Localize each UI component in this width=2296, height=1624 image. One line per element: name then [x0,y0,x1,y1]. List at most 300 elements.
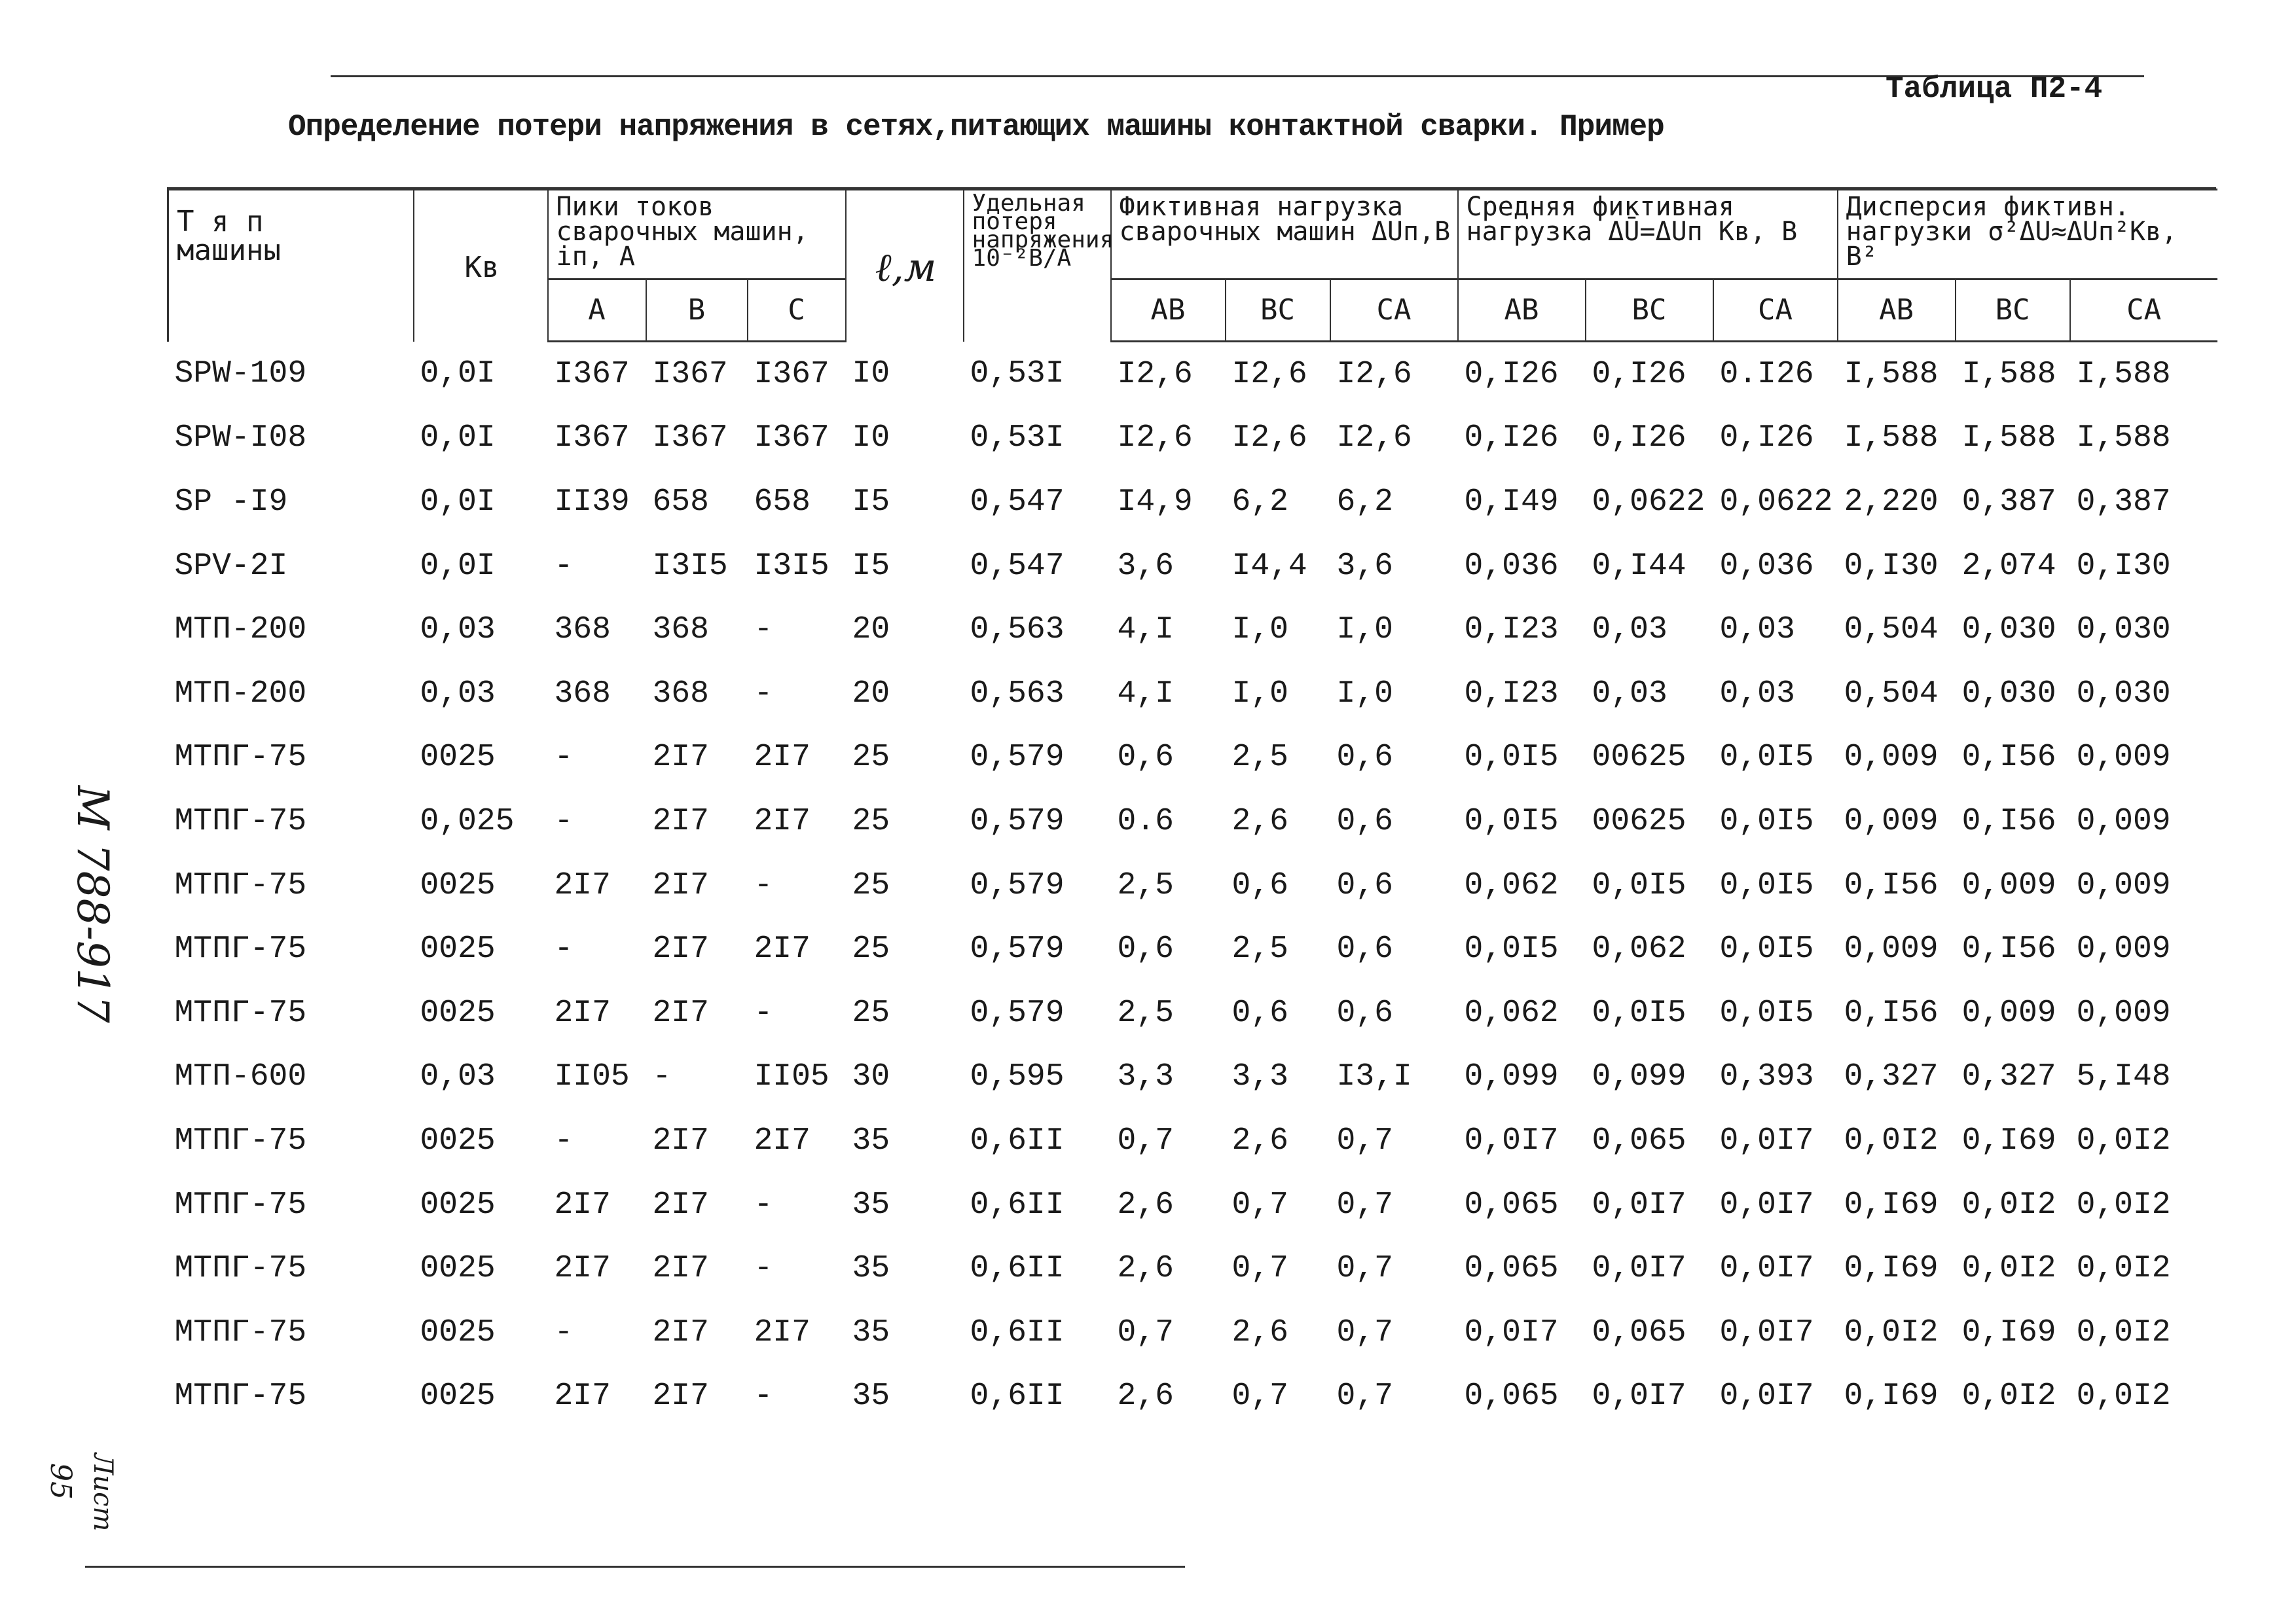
cell-b: 2I7 [652,740,709,776]
cell-b: I367 [652,420,728,456]
cell-u-bc: 2,5 [1231,740,1288,776]
cell-kv: 0025 [420,1379,496,1415]
cell-m-ab: 0,0I5 [1464,803,1559,839]
table-row [168,1365,2217,1429]
cell-u-ab: 0,6 [1117,740,1174,776]
cell-a: 2I7 [554,1251,611,1287]
col-fictive-ca: СА [1330,280,1458,342]
cell-m-bc: 0,03 [1592,676,1667,712]
cell-u-bc: 0,7 [1231,1251,1288,1287]
cell-loss: 0,53I [970,356,1065,392]
table-label: Таблица П2-4 [1886,72,2103,106]
table-row [168,917,2217,981]
col-fictive-load-header: Фиктивная нагрузка сварочных машин ΔUп,В [1111,190,1458,280]
cell-m-ab: 0,0I5 [1464,931,1559,967]
cell-type: SPW-I08 [174,420,307,456]
table-row [168,1301,2217,1365]
cell-l: 35 [852,1187,890,1223]
cell-d-ab: I,588 [1844,420,1939,456]
cell-l: 20 [852,612,890,648]
cell-d-bc: 0,009 [1961,867,2056,903]
cell-b: 2I7 [652,1379,709,1415]
cell-b: 2I7 [652,931,709,967]
table-row [168,598,2217,662]
cell-c: I367 [754,420,829,456]
col-phase-a: А [548,280,646,342]
sheet-number: 95 [44,1463,77,1500]
cell-m-ca: 0,0I7 [1719,1187,1814,1223]
cell-kv: 0025 [420,740,496,776]
cell-u-ca: I,0 [1336,676,1393,712]
cell-l: I0 [852,356,890,392]
cell-u-ca: 0,7 [1336,1123,1393,1159]
cell-loss: 0,563 [970,612,1065,648]
cell-u-bc: I,0 [1231,676,1288,712]
cell-type: МТП-600 [174,1059,307,1095]
cell-d-bc: 0,009 [1961,995,2056,1031]
cell-a: II05 [554,1059,630,1095]
cell-a: - [554,1314,574,1350]
cell-m-bc: 0,065 [1592,1123,1686,1159]
table-row [168,1173,2217,1237]
cell-m-bc: 0,0I7 [1592,1251,1686,1287]
cell-d-ca: 0,030 [2076,612,2171,648]
cell-kv: 0025 [420,867,496,903]
cell-u-ca: 0,7 [1336,1251,1393,1287]
cell-a: II39 [554,484,630,520]
cell-loss: 0,579 [970,867,1065,903]
col-type-header: Т я п машины [168,190,414,342]
cell-c: 2I7 [754,740,811,776]
cell-d-ab: I,588 [1844,356,1939,392]
cell-l: 35 [852,1251,890,1287]
cell-m-bc: 0,0622 [1592,484,1705,520]
cell-kv: 0025 [420,1251,496,1287]
cell-a: - [554,931,574,967]
cell-l: 35 [852,1379,890,1415]
cell-b: 368 [652,612,709,648]
cell-u-ab: 4,I [1117,612,1174,648]
cell-a: - [554,1123,574,1159]
cell-type: МТПГ-75 [174,1187,307,1223]
cell-u-ab: 0,6 [1117,931,1174,967]
cell-u-ab: 2,5 [1117,995,1174,1031]
cell-d-bc: 0,I56 [1961,803,2056,839]
cell-m-bc: 0,I26 [1592,420,1686,456]
cell-b: 368 [652,676,709,712]
cell-kv: 0025 [420,1123,496,1159]
bottom-rule [85,1566,1185,1568]
cell-m-ca: 0,0I5 [1719,740,1814,776]
cell-d-ab: 2,220 [1844,484,1939,520]
cell-m-ab: 0,I23 [1464,612,1559,648]
cell-u-bc: 2,6 [1231,1314,1288,1350]
cell-loss: 0,6II [970,1251,1065,1287]
cell-d-bc: 0,030 [1961,612,2056,648]
cell-u-ab: 0.6 [1117,803,1174,839]
cell-a: I367 [554,356,630,392]
cell-type: МТПГ-75 [174,1379,307,1415]
cell-u-ca: 0,6 [1336,995,1393,1031]
table-row [168,662,2217,726]
cell-u-bc: 3,3 [1231,1059,1288,1095]
col-phase-b: В [646,280,748,342]
cell-u-ab: 2,5 [1117,867,1174,903]
cell-d-bc: I,588 [1961,356,2056,392]
col-disp-bc: ВС [1956,280,2070,342]
cell-b: I3I5 [652,548,728,584]
cell-d-ab: 0,327 [1844,1059,1939,1095]
cell-a: - [554,740,574,776]
cell-kv: 0,03 [420,676,496,712]
table-row [168,1045,2217,1110]
cell-d-bc: 0,0I2 [1961,1187,2056,1223]
cell-u-ab: 2,6 [1117,1251,1174,1287]
table-body [168,342,2217,1429]
cell-d-ca: I,588 [2076,420,2171,456]
cell-m-ab: 0,0I7 [1464,1123,1559,1159]
cell-d-ab: 0,I69 [1844,1251,1939,1287]
cell-c: - [754,867,773,903]
cell-kv: 0,0I [420,484,496,520]
cell-c: - [754,612,773,648]
cell-d-ca: 0,0I2 [2076,1314,2171,1350]
cell-m-ca: 0,0I5 [1719,803,1814,839]
table-row [168,1236,2217,1301]
cell-loss: 0,53I [970,420,1065,456]
cell-c: I3I5 [754,548,829,584]
cell-loss: 0,6II [970,1314,1065,1350]
cell-type: МТПГ-75 [174,803,307,839]
cell-m-ca: 0,0622 [1719,484,1833,520]
cell-kv: 0,03 [420,1059,496,1095]
col-mean-bc: ВС [1586,280,1713,342]
cell-c: - [754,1187,773,1223]
cell-c: II05 [754,1059,829,1095]
cell-m-ca: 0,393 [1719,1059,1814,1095]
cell-c: 658 [754,484,811,520]
cell-b: 658 [652,484,709,520]
cell-m-bc: 0,065 [1592,1314,1686,1350]
cell-type: МТП-200 [174,612,307,648]
cell-m-bc: 00625 [1592,803,1686,839]
table-row [168,981,2217,1045]
cell-u-bc: I2,6 [1231,356,1307,392]
cell-m-bc: 0,0I7 [1592,1187,1686,1223]
cell-u-bc: 0,6 [1231,867,1288,903]
col-mean-ca: СА [1713,280,1838,342]
cell-u-ca: 0,6 [1336,867,1393,903]
cell-d-bc: 0,0I2 [1961,1251,2056,1287]
cell-loss: 0,547 [970,548,1065,584]
cell-c: - [754,676,773,712]
cell-m-ab: 0,065 [1464,1379,1559,1415]
cell-d-ab: 0,504 [1844,612,1939,648]
cell-type: SPV-2I [174,548,288,584]
cell-m-ab: 0,036 [1464,548,1559,584]
cell-u-bc: I2,6 [1231,420,1307,456]
cell-l: 25 [852,931,890,967]
cell-kv: 0,0I [420,420,496,456]
page-title: Определение потери напряжения в сетях,питающих машины контактной сварки. Пример [288,110,1664,144]
col-mean-load-header: Средняя фиктивная нагрузка ΔŪ=ΔUп Кв, В [1458,190,1838,280]
cell-loss: 0,6II [970,1379,1065,1415]
cell-m-ca: 0,03 [1719,676,1795,712]
cell-loss: 0,579 [970,995,1065,1031]
cell-u-ab: I2,6 [1117,420,1193,456]
cell-u-ca: I,0 [1336,612,1393,648]
cell-type: МТПГ-75 [174,1123,307,1159]
table-row [168,470,2217,534]
cell-b: 2I7 [652,995,709,1031]
cell-kv: 0025 [420,995,496,1031]
cell-m-ab: 0,065 [1464,1187,1559,1223]
cell-b: 2I7 [652,1123,709,1159]
cell-b: - [652,1059,672,1095]
cell-l: I5 [852,548,890,584]
cell-d-ab: 0,0I2 [1844,1123,1939,1159]
cell-d-ca: 0,009 [2076,995,2171,1031]
table-row [168,534,2217,598]
cell-loss: 0,563 [970,676,1065,712]
cell-type: МТПГ-75 [174,867,307,903]
cell-loss: 0,595 [970,1059,1065,1095]
cell-kv: 0,03 [420,612,496,648]
cell-m-ca: 0,0I7 [1719,1251,1814,1287]
cell-d-ca: 0,387 [2076,484,2171,520]
cell-d-bc: 0,I56 [1961,931,2056,967]
cell-type: SPW-109 [174,356,307,392]
col-disp-ca: СА [2070,280,2217,342]
cell-kv: 0025 [420,931,496,967]
cell-m-ca: 0,0I5 [1719,995,1814,1031]
col-peaks-header: Пики токов сварочных машин, iп, А [548,190,846,280]
cell-b: I367 [652,356,728,392]
cell-m-ca: 0,0I7 [1719,1379,1814,1415]
cell-m-ab: 0,0I5 [1464,740,1559,776]
cell-m-ab: 0,0I7 [1464,1314,1559,1350]
cell-m-bc: 0,0I5 [1592,867,1686,903]
cell-a: 368 [554,612,611,648]
cell-d-ca: 0,0I2 [2076,1187,2171,1223]
cell-a: I367 [554,420,630,456]
cell-a: 368 [554,676,611,712]
cell-u-ca: 0,6 [1336,803,1393,839]
cell-d-ab: 0,I30 [1844,548,1939,584]
sheet-label: Лист [88,1453,118,1532]
cell-u-bc: I,0 [1231,612,1288,648]
cell-d-ab: 0,009 [1844,803,1939,839]
cell-m-bc: 00625 [1592,740,1686,776]
cell-m-ab: 0,062 [1464,867,1559,903]
cell-m-ab: 0,I26 [1464,356,1559,392]
cell-d-bc: 0,I69 [1961,1314,2056,1350]
cell-d-bc: 0,030 [1961,676,2056,712]
data-table [167,189,2217,1428]
cell-kv: 0025 [420,1314,496,1350]
cell-a: 2I7 [554,867,611,903]
cell-d-ca: 0,030 [2076,676,2171,712]
cell-kv: 0025 [420,1187,496,1223]
cell-loss: 0,579 [970,803,1065,839]
col-phase-c: С [748,280,846,342]
cell-m-bc: 0,I26 [1592,356,1686,392]
cell-d-bc: 0,I69 [1961,1123,2056,1159]
cell-u-bc: I4,4 [1231,548,1307,584]
cell-loss: 0,547 [970,484,1065,520]
cell-u-ab: 4,I [1117,676,1174,712]
cell-m-ca: 0,036 [1719,548,1814,584]
cell-kv: 0,0I [420,548,496,584]
col-fictive-bc: ВС [1226,280,1330,342]
cell-m-bc: 0,03 [1592,612,1667,648]
cell-d-ca: 0,0I2 [2076,1379,2171,1415]
cell-loss: 0,579 [970,740,1065,776]
cell-l: I0 [852,420,890,456]
cell-m-ab: 0,I49 [1464,484,1559,520]
cell-l: 35 [852,1314,890,1350]
cell-loss: 0,579 [970,931,1065,967]
cell-type: МТПГ-75 [174,931,307,967]
cell-m-ca: 0,0I5 [1719,867,1814,903]
cell-b: 2I7 [652,1187,709,1223]
cell-c: 2I7 [754,1123,811,1159]
cell-u-bc: 6,2 [1231,484,1288,520]
cell-u-ab: 0,7 [1117,1123,1174,1159]
col-length-header: ℓ,м [846,190,964,342]
cell-m-bc: 0,099 [1592,1059,1686,1095]
cell-d-bc: 0,327 [1961,1059,2056,1095]
cell-d-ca: 5,I48 [2076,1059,2171,1095]
cell-c: 2I7 [754,1314,811,1350]
cell-l: 25 [852,803,890,839]
cell-m-ca: 0,0I7 [1719,1123,1814,1159]
cell-u-bc: 2,5 [1231,931,1288,967]
cell-type: МТПГ-75 [174,1314,307,1350]
table-row [168,406,2217,471]
cell-u-ca: 3,6 [1336,548,1393,584]
cell-type: МТП-200 [174,676,307,712]
cell-d-ab: 0,009 [1844,931,1939,967]
cell-kv: 0,025 [420,803,515,839]
table-row [168,726,2217,790]
cell-u-ca: 0,7 [1336,1314,1393,1350]
cell-u-ca: I3,I [1336,1059,1412,1095]
cell-d-bc: 0,387 [1961,484,2056,520]
cell-u-ab: 2,6 [1117,1187,1174,1223]
cell-d-ca: 0,009 [2076,867,2171,903]
cell-u-bc: 2,6 [1231,1123,1288,1159]
table-header [168,190,2217,342]
cell-a: - [554,803,574,839]
cell-u-ab: I2,6 [1117,356,1193,392]
cell-u-bc: 0,6 [1231,995,1288,1031]
cell-m-bc: 0,I44 [1592,548,1686,584]
cell-d-ab: 0,I69 [1844,1379,1939,1415]
cell-l: 25 [852,995,890,1031]
cell-a: 2I7 [554,1379,611,1415]
cell-m-ab: 0,I23 [1464,676,1559,712]
table-row [168,342,2217,406]
cell-u-ca: I2,6 [1336,420,1412,456]
cell-m-ca: 0,0I5 [1719,931,1814,967]
cell-b: 2I7 [652,803,709,839]
cell-l: 35 [852,1123,890,1159]
cell-m-ab: 0,065 [1464,1251,1559,1287]
cell-m-ca: 0.I26 [1719,356,1814,392]
col-fictive-ab: АВ [1111,280,1226,342]
cell-kv: 0,0I [420,356,496,392]
cell-u-ab: 2,6 [1117,1379,1174,1415]
cell-l: 25 [852,740,890,776]
cell-type: МТПГ-75 [174,995,307,1031]
cell-d-bc: I,588 [1961,420,2056,456]
cell-c: I367 [754,356,829,392]
cell-d-ca: 0,009 [2076,803,2171,839]
cell-u-bc: 0,7 [1231,1187,1288,1223]
cell-d-ca: 0,I30 [2076,548,2171,584]
document-code: М 788-917 [67,785,118,1023]
cell-d-ca: 0,009 [2076,740,2171,776]
cell-loss: 0,6II [970,1123,1065,1159]
cell-m-ab: 0,099 [1464,1059,1559,1095]
cell-u-bc: 2,6 [1231,803,1288,839]
cell-m-bc: 0,0I7 [1592,1379,1686,1415]
cell-type: SP -I9 [174,484,288,520]
cell-u-ab: I4,9 [1117,484,1193,520]
cell-b: 2I7 [652,1251,709,1287]
cell-u-ab: 3,3 [1117,1059,1174,1095]
cell-d-ca: 0,0I2 [2076,1251,2171,1287]
table-row [168,1109,2217,1173]
cell-l: 25 [852,867,890,903]
cell-d-ab: 0,009 [1844,740,1939,776]
cell-d-ca: I,588 [2076,356,2171,392]
cell-d-ab: 0,I56 [1844,867,1939,903]
cell-u-ca: I2,6 [1336,356,1412,392]
cell-l: 30 [852,1059,890,1095]
cell-u-ab: 3,6 [1117,548,1174,584]
cell-d-bc: 0,I56 [1961,740,2056,776]
col-disp-ab: АВ [1838,280,1956,342]
cell-m-ca: 0,03 [1719,612,1795,648]
cell-d-ab: 0,I69 [1844,1187,1939,1223]
col-dispersion-header: Дисперсия фиктивн. нагрузки σ²ΔU≈ΔUп²Кв, В² [1838,190,2217,280]
top-rule [331,75,2144,77]
cell-d-ab: 0,I56 [1844,995,1939,1031]
cell-m-bc: 0,062 [1592,931,1686,967]
cell-l: I5 [852,484,890,520]
col-kv-header: Кв [414,190,548,342]
cell-m-ca: 0,I26 [1719,420,1814,456]
cell-type: МТПГ-75 [174,1251,307,1287]
cell-a: 2I7 [554,1187,611,1223]
cell-c: 2I7 [754,803,811,839]
cell-l: 20 [852,676,890,712]
cell-m-ab: 0,I26 [1464,420,1559,456]
cell-c: 2I7 [754,931,811,967]
cell-u-ca: 0,7 [1336,1379,1393,1415]
cell-u-ca: 0,7 [1336,1187,1393,1223]
col-mean-ab: АВ [1458,280,1586,342]
cell-b: 2I7 [652,1314,709,1350]
cell-loss: 0,6II [970,1187,1065,1223]
cell-d-ab: 0,504 [1844,676,1939,712]
cell-a: 2I7 [554,995,611,1031]
table-row [168,854,2217,918]
cell-d-bc: 2,074 [1961,548,2056,584]
cell-m-ab: 0,062 [1464,995,1559,1031]
